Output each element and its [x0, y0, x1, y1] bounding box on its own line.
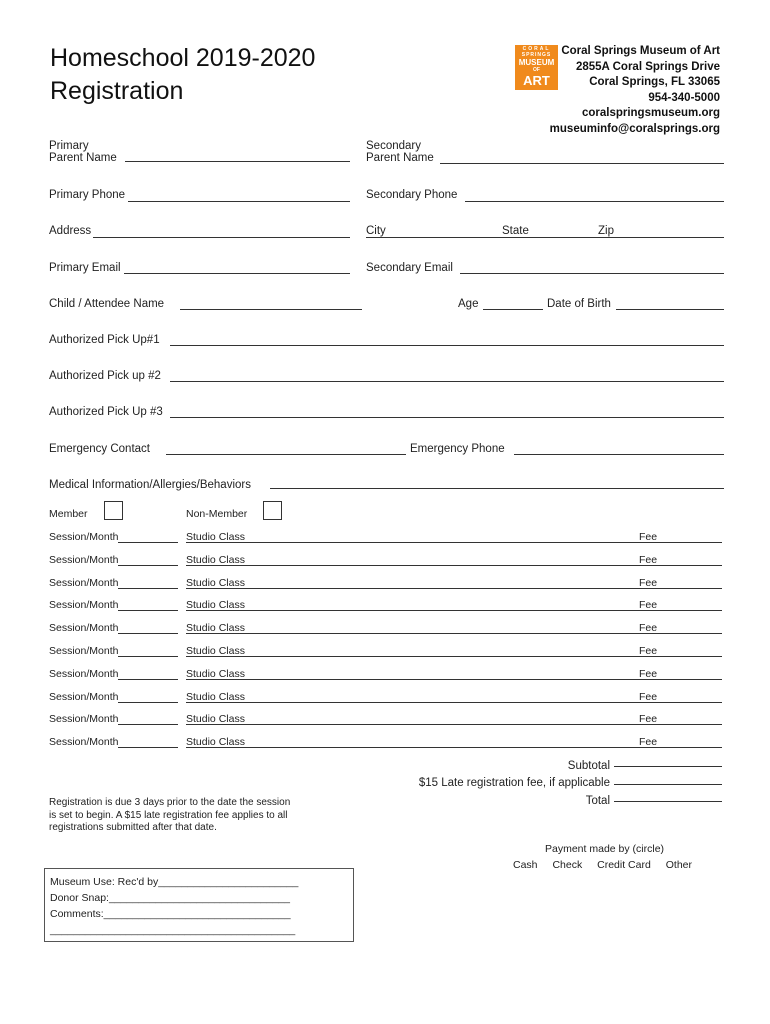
session-month-label: Session/Month	[49, 713, 119, 725]
dob-field[interactable]	[616, 309, 724, 310]
zip-label: Zip	[598, 225, 614, 237]
pickup-1-label: Authorized Pick Up#1	[49, 334, 160, 346]
session-month-field[interactable]	[118, 565, 178, 566]
session-month-field[interactable]	[118, 724, 178, 725]
age-field[interactable]	[483, 309, 543, 310]
fee-label: Fee	[639, 554, 658, 566]
non-member-checkbox[interactable]	[263, 501, 282, 520]
subtotal-label: Subtotal	[567, 760, 610, 772]
fee-label: Fee	[639, 713, 658, 725]
museum-phone: 954-340-5000	[648, 91, 720, 104]
secondary-phone-field[interactable]	[465, 201, 724, 202]
logo-text-4: OF	[533, 67, 540, 73]
primary-phone-field[interactable]	[128, 201, 350, 202]
total-field[interactable]	[614, 801, 722, 802]
studio-class-label: Studio Class	[186, 645, 245, 657]
museum-name: Coral Springs Museum of Art	[561, 45, 720, 57]
primary-parent-field[interactable]	[125, 161, 350, 162]
late-fee-field[interactable]	[614, 784, 722, 785]
primary-parent-label-2: Parent Name	[49, 152, 117, 164]
pickup-1-field[interactable]	[170, 345, 724, 346]
late-fee-label: $15 Late registration fee, if applicable	[418, 777, 610, 789]
museum-use-blank[interactable]: __________________________________________	[50, 924, 296, 936]
pickup-3-label: Authorized Pick Up #3	[49, 406, 163, 418]
primary-parent-label	[49, 140, 117, 164]
session-month-field[interactable]	[118, 747, 178, 748]
secondary-parent-label-2: Parent Name	[366, 152, 434, 164]
secondary-parent-label-1: Secondary	[366, 140, 421, 152]
title-line-2: Registration	[50, 77, 184, 105]
page-title	[50, 42, 315, 108]
note-line-3: registrations submitted after that date.	[49, 822, 217, 833]
session-month-field[interactable]	[118, 656, 178, 657]
city-state-zip-field[interactable]	[366, 237, 724, 238]
emergency-contact-label: Emergency Contact	[49, 443, 150, 455]
address-label: Address	[49, 225, 92, 237]
dob-label: Date of Birth	[547, 298, 611, 310]
address-field[interactable]	[93, 237, 350, 238]
session-month-field[interactable]	[118, 588, 178, 589]
studio-class-label: Studio Class	[186, 668, 245, 680]
primary-email-label: Primary Email	[49, 262, 121, 274]
session-month-field[interactable]	[118, 702, 178, 703]
pickup-2-field[interactable]	[170, 381, 724, 382]
member-checkbox[interactable]	[104, 501, 123, 520]
payment-other[interactable]: Other	[665, 859, 692, 871]
title-line-1: Homeschool 2019-2020	[50, 44, 316, 72]
payment-options	[507, 859, 698, 871]
child-name-field[interactable]	[180, 309, 362, 310]
emergency-phone-field[interactable]	[514, 454, 724, 455]
primary-parent-label-1: Primary	[49, 140, 89, 152]
session-month-label: Session/Month	[49, 577, 119, 589]
session-month-label: Session/Month	[49, 691, 119, 703]
payment-cash[interactable]: Cash	[513, 859, 538, 871]
emergency-phone-label: Emergency Phone	[410, 443, 505, 455]
registration-note	[49, 797, 290, 835]
studio-class-label: Studio Class	[186, 622, 245, 634]
museum-use-comments[interactable]: Comments:________________________________	[50, 908, 291, 920]
total-label: Total	[585, 795, 610, 807]
payment-credit-card[interactable]: Credit Card	[597, 859, 651, 871]
session-month-label: Session/Month	[49, 645, 119, 657]
primary-phone-label: Primary Phone	[49, 189, 126, 201]
fee-label: Fee	[639, 645, 658, 657]
pickup-2-label: Authorized Pick up #2	[49, 370, 161, 382]
age-label: Age	[458, 298, 479, 310]
secondary-email-label: Secondary Email	[366, 262, 453, 274]
museum-city: Coral Springs, FL 33065	[589, 76, 720, 88]
museum-use-recd[interactable]: Museum Use: Rec'd by________________________	[50, 876, 299, 888]
session-month-label: Session/Month	[49, 531, 119, 543]
secondary-parent-label	[366, 140, 434, 164]
studio-class-label: Studio Class	[186, 691, 245, 703]
medical-label: Medical Information/Allergies/Behaviors	[49, 479, 251, 491]
studio-class-label: Studio Class	[186, 599, 245, 611]
non-member-label: Non-Member	[186, 508, 248, 520]
fee-label: Fee	[639, 531, 658, 543]
museum-email: museuminfo@coralsprings.org	[549, 122, 720, 135]
session-month-field[interactable]	[118, 542, 178, 543]
subtotal-field[interactable]	[614, 766, 722, 767]
studio-class-label: Studio Class	[186, 554, 245, 566]
session-month-label: Session/Month	[49, 554, 119, 566]
logo-text-3: MUSEUM	[518, 58, 555, 67]
museum-use-donor[interactable]: Donor Snap:_______________________________	[50, 892, 290, 904]
session-month-field[interactable]	[118, 610, 178, 611]
payment-check[interactable]: Check	[552, 859, 583, 871]
museum-address-block	[550, 44, 720, 137]
museum-street: 2855A Coral Springs Drive	[575, 60, 720, 73]
state-label: State	[502, 225, 529, 237]
fee-label: Fee	[639, 668, 658, 680]
secondary-email-field[interactable]	[460, 273, 724, 274]
fee-label: Fee	[639, 599, 658, 611]
studio-class-label: Studio Class	[186, 577, 245, 589]
child-name-label: Child / Attendee Name	[49, 298, 165, 310]
studio-class-label: Studio Class	[186, 531, 245, 543]
secondary-parent-field[interactable]	[440, 163, 724, 164]
city-label: City	[366, 225, 386, 237]
museum-website: coralspringsmuseum.org	[581, 107, 720, 119]
emergency-contact-field[interactable]	[166, 454, 406, 455]
session-month-field[interactable]	[118, 633, 178, 634]
session-month-label: Session/Month	[49, 599, 119, 611]
member-label: Member	[49, 508, 88, 520]
session-month-label: Session/Month	[49, 622, 119, 634]
primary-email-field[interactable]	[124, 273, 350, 274]
fee-label: Fee	[639, 691, 658, 703]
museum-use-box	[44, 868, 354, 942]
fee-label: Fee	[639, 736, 658, 748]
fee-label: Fee	[639, 622, 658, 634]
session-month-label: Session/Month	[49, 668, 119, 680]
studio-class-label: Studio Class	[186, 713, 245, 725]
pickup-3-field[interactable]	[170, 417, 724, 418]
studio-class-label: Studio Class	[186, 736, 245, 748]
note-line-1: Registration is due 3 days prior to the date the session	[49, 797, 291, 808]
session-month-label: Session/Month	[49, 736, 119, 748]
note-line-2: is set to begin. A $15 late registration fee applies to all	[49, 809, 288, 821]
logo-text-1: CORAL	[522, 46, 551, 52]
payment-heading: Payment made by (circle)	[545, 843, 665, 855]
fee-label: Fee	[639, 577, 658, 589]
session-month-field[interactable]	[118, 679, 178, 680]
logo-text-5: ART	[523, 73, 550, 88]
secondary-phone-label: Secondary Phone	[366, 189, 458, 201]
logo-text-2: SPRINGS	[521, 52, 552, 58]
medical-field[interactable]	[270, 488, 724, 489]
